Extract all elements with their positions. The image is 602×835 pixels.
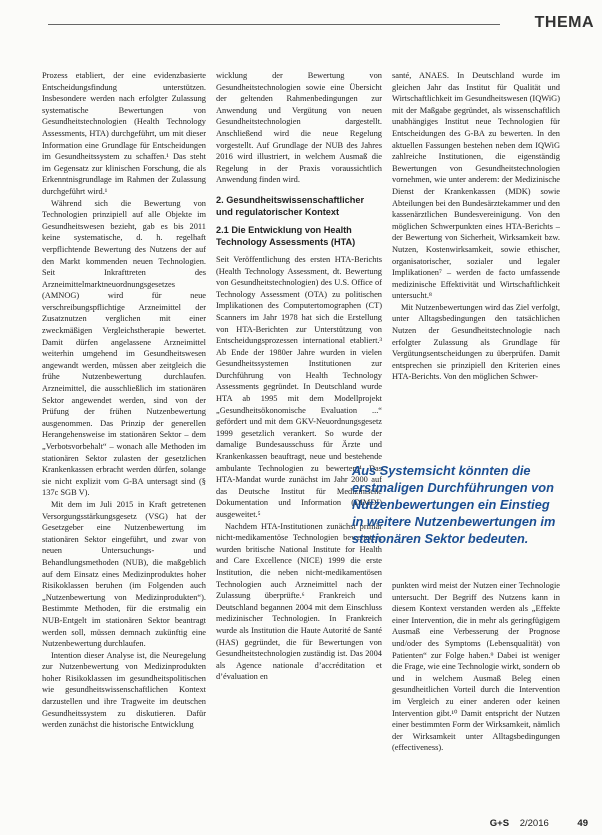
paragraph: santé, ANAES. In Deutschland wurde im gleichen Jahr das Institut für Qualität und Wirtschaftlichkeit im Gesundheitswesen (IQWiG) mit der Maßgabe gegründet, als wissenschaftlich unabhängiges Institut neue Technologien für Entscheidungen des G-BA zu bewerten. In den aktuellen Fassungen bestehen neben dem IQWiG zahlreiche Institutionen, die eigenständig Bewertungen von Gesundheitstechnologien vornehmen, wie unter anderem: der Medizinische Dienst der Krankenkassen (MDK) sowie Abteilungen bei den Bundesärztekammer und den kassenärztlichen Bundesvereinigung. Von den möglichen Schwerpunkten eines HTA-Berichts – der Bewertung von Sicherheit, Wirksamkeit bzw. Nutzen, Kostenwirksamkeit, sowie ethischer, organisatorischer, sozialer und legaler Implikationen⁷ – werden de facto umfassende medizinische Effektivität und Wirtschaftlichkeit untersucht.⁸: [392, 71, 560, 301]
column-3-continued: [392, 580, 560, 820]
section-tag: THEMA: [534, 14, 594, 31]
journal-brand: G+S: [489, 818, 510, 829]
paragraph: wicklung der Bewertung von Gesundheitstechnologien sowie eine Übersicht der geltenden Rahmenbedingungen zur Anwendung und Vergütung von neuen Gesundheitstechnologien dargestellt. Anschließend wird die neue Regelung vorgestellt. Auf Grundlage der NUB des Jahres 2016 wird illustriert, in welchem Ausmaß die Regelung in der Praxis voraussichtlich Anwendung finden wird.: [216, 71, 382, 185]
paragraph: Intention dieser Analyse ist, die Neuregelung zur Nutzenbewertung von Medizinprodukten hoher Risikoklassen im gesundheitspolitischen wie gesundheitswissenschaftlichen Kontext darzustellen und ihre Tragweite im deutschen Gesundheitssystem zu diskutieren. Dafür werden zunächst die historische Entwicklung: [42, 650, 206, 730]
page-number: 49: [577, 818, 588, 829]
column-2: [216, 70, 382, 815]
subsection-heading: 2.1 Die Entwicklung von Health Technology Assessments (HTA): [216, 224, 356, 247]
column-3: [392, 70, 560, 445]
paragraph: Prozess etabliert, der eine evidenzbasierte Entscheidungsfindung unterstützen. Insbesondere werden nach erfolgter Zulassung systematische Bewertungen von Gesundheitstechnologien (Health Technology Assessments, HTA) durchgeführt, um mit dieser Information eine Grundlage für Entscheidungen im Gesundheitssystem zu schaffen.¹ Das steht im Gegensatz zur klinischen Forschung, die als Erkenntnisgrundlage im Rahmen der Zulassung durchgeführt wird.¹: [42, 71, 206, 196]
issue-number: 2/2016: [519, 818, 549, 829]
paragraph: Mit Nutzenbewertungen wird das Ziel verfolgt, unter Alltagsbedingungen den tatsächlichen Nutzen der Gesundheitstechnologie nach erfolgter Zulassung als Grundlage für Vergütungsentscheidungen zu überprüfen. Damit entsprechen sie prinzipiell den Kriterien eines HTA-Berichts. Von den möglichen Schwer-: [392, 302, 560, 382]
section-heading: 2. Gesundheitswissenschaftlicher und regulatorischer Kontext: [216, 194, 365, 217]
paragraph: punkten wird meist der Nutzen einer Technologie untersucht. Der Begriff des Nutzens kann in diesem Kontext verstanden werden als „Effekte einer Intervention, die in mehr als geringfügigem Ausmaß eine Verbesserung der Prognose und/oder des Symptoms (Lebensqualität) von Patienten“ zur Folge haben.⁹ Dabei ist weniger die Frage, wie eine Technologie wirkt, sondern ob und in welchem Ausmaß Beleg einen gesundheitlichen Vorteil durch die Intervention im Vergleich zu einer anderen oder keinen Intervention gibt.¹⁰ Damit entspricht der Nutzen einer bestimmten Form der Wirksamkeit, nämlich der Wirksamkeit unter Alltagsbedingungen (effectiveness).: [392, 581, 560, 753]
paragraph: Mit dem im Juli 2015 in Kraft getretenen Versorgungsstärkungsgesetz (VSG) hat der Gesetzgeber eine Nutzenbewertung im stationären Sektor eingeführt, und zwar von neuen Untersuchungs- und Behandlungsmethoden (NUB), die maßgeblich auf dem Einsatz eines Medizinproduktes hoher Risikoklassen beruhen (im Folgenden auch „Nutzenbewertung von Medizinprodukten“). Bestimmte Methoden, für die erstmalig ein NUB-Entgelt im stationären Sektor beantragt werden soll, müssen demnach zukünftig eine Nutzenbewertung durchlaufen.: [42, 499, 206, 649]
pull-quote: Aus Systemsicht könnten die erstmaligen Durchführungen von Nutzenbewertungen ein Einstieg in weitere Nutzenbewertungen im stationären Sektor bedeuten.: [352, 463, 556, 546]
paragraph: Seit Veröffentlichung des ersten HTA-Berichts (Health Technology Assessment, dt. Bewertung von Gesundheitstechnologien) des U.S. Office of Technology Assessment (OTA) zu politischen Implikationen des Computertomographen (CT) Scanners im Jahr 1978 hat sich die Erstellung von HTA-Berichten zur Unterstützung von Entscheidungsprozessen international etabliert.³ Ab Ende der 1980er Jahre wurden in vielen Gesundheitssystemen Institutionen zur Durchführung von Health Technology Assessments gegründet. In Deutschland wurde HTA ab 1995 mit dem Modellprojekt „Gesundheitsökonomische Evaluation ...“ gefördert und mit dem GKV-Neuordnungsgesetz 1999 gesetzlich verankert. So wurde der damalige Bundesausschuss für Ärzte und Krankenkassen beauftragt, neue und bestehende ambulante Technologien zu bewerten.⁴ Das HTA-Mandat wurde zunächst im Jahr 2000 auf das Deutsche Institut für Medizinische Dokumentation und Information (DIMDI) ausgeweitet.⁵: [216, 254, 382, 519]
page-footer: [490, 818, 588, 829]
paragraph: Nachdem HTA-Institutionen zunächst primär nicht-medikamentöse Technologien bewerteten, wurden britische National Institute for Health and Care Excellence (NICE) 1999 die erste Institution, die neben nicht-medikamentösen Technologien auch Arzneimittel nach der Zulassung überprüfte.⁶ Frankreich und Deutschland begannen 2004 mit dem Einschluss medizinischer Technologien. In Frankreich wurde als Institution die Haute Autorité de Santé (HAS) gegründet, die für Bewertungen von Gesundheitstechnologien zuständig ist. Das 2004 als Agence nationale d’accréditation et d’évaluation en: [216, 521, 382, 682]
column-1: [42, 70, 206, 815]
paragraph: Während sich die Bewertung von Technologien prinzipiell auf alle Objekte im Gesundheitswesen bezieht, gab es bis 2011 keine systematische, d. h. regelhaft verpflichtende Bewertung des Nutzens der auf den Markt kommenden neuen Technologien. Seit Inkrafttreten des Arzneimittelmarktneuordnungsgesetzes (AMNOG) wird für neue verschreibungspflichtige Arzneimittel der Zusatznutzen verglichen mit einer zweckmäßigen Vergleichstherapie bewertet. Damit dürfen angelassene Arzneimittel weiterhin umgehend im Gesundheitswesen angewandt werden, müssen aber zeitgleich die frühe Nutzenbewertung durchlaufen. Arzneimittel, die ausschließlich im stationären Sektor angewendet werden, sind von der Prüfung der frühen Nutzenbewertung ausgenommen. Das Prinzip der generellen Herangehensweise im stationären Sektor – dem „Verbotsvorbehalt“ – wonach alle Methoden im stationären Sektor zulasten der gesetzlichen Krankenkassen erbracht werden dürfen, solange sie nicht explizit vom G-BA untersagt sind (§ 137c SGB V).: [42, 198, 206, 498]
header-rule: [48, 24, 500, 25]
